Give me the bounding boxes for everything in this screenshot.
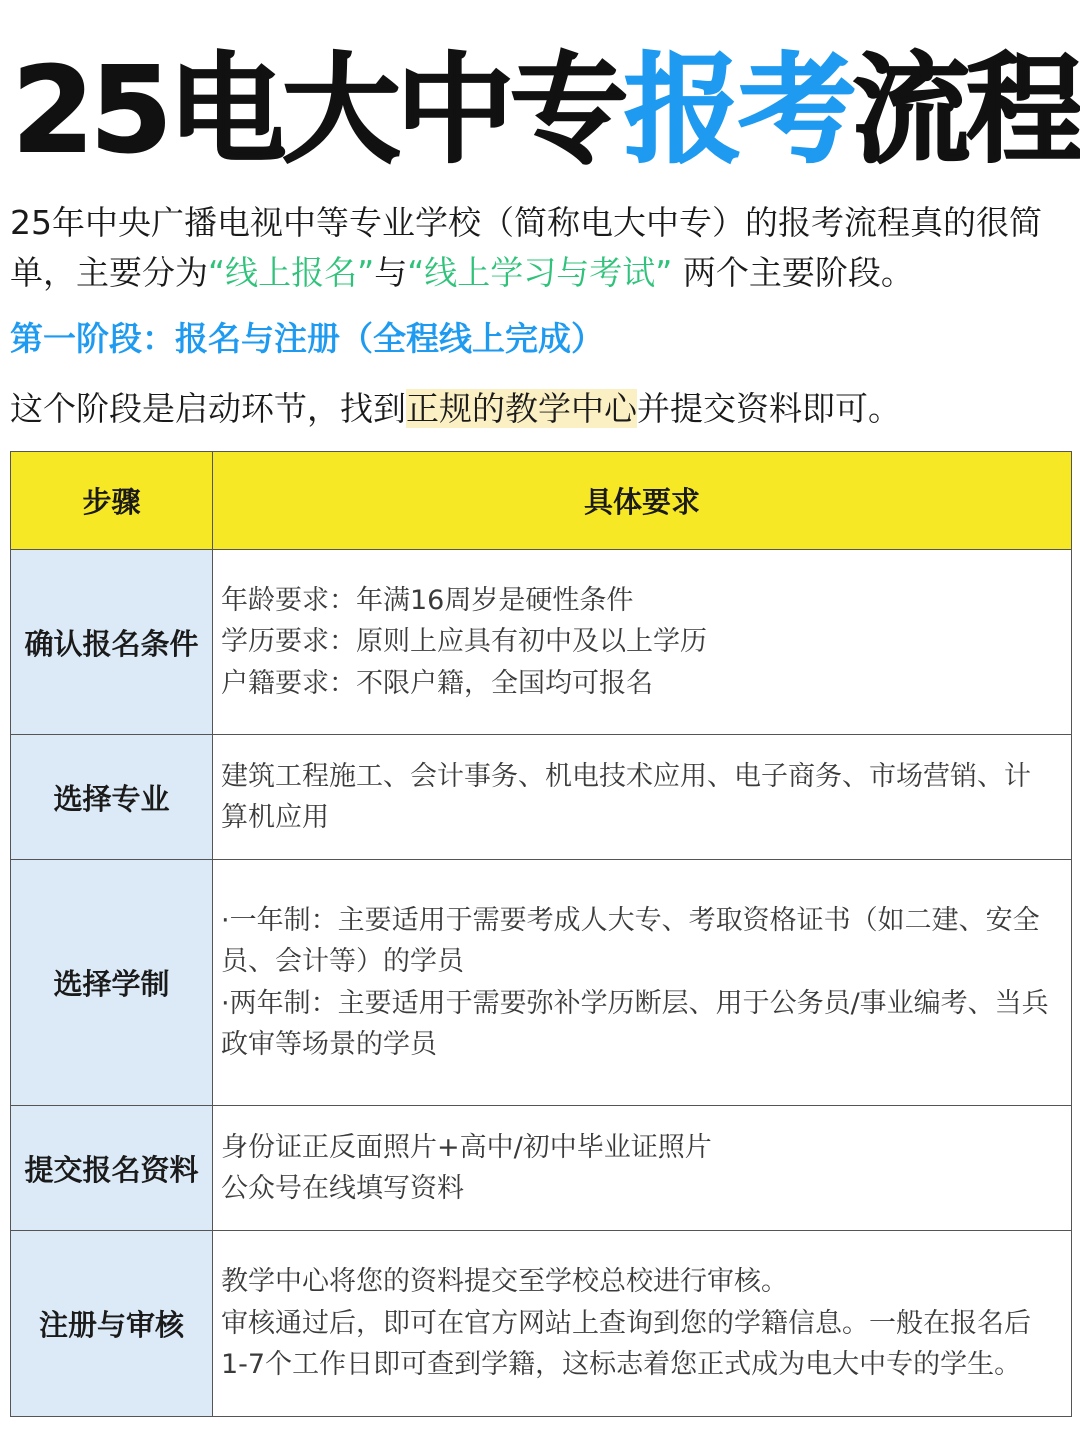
requirement-line: 身份证正反面照片+高中/初中毕业证照片	[221, 1131, 712, 1163]
stage-desc-highlight: 正规的教学中心	[406, 389, 637, 428]
requirements-table	[10, 451, 1072, 1417]
page-title	[12, 40, 1080, 180]
requirement-line: 审核通过后，即可在官方网站上查询到您的学籍信息。一般在报名后1-7个工作日即可查到学籍，这标志着您正式成为电大中专的学生。	[221, 1307, 1031, 1381]
title-accent: 报考	[624, 41, 853, 179]
intro-paragraph	[10, 198, 1070, 298]
requirement-cell	[213, 1231, 1072, 1417]
requirement-cell	[213, 1106, 1072, 1231]
requirement-cell	[213, 860, 1072, 1106]
requirement-line: ·两年制：主要适用于需要弥补学历断层、用于公务员/事业编考、当兵政审等场景的学员	[221, 987, 1049, 1060]
requirement-cell	[213, 735, 1072, 860]
title-part3: 流程	[852, 41, 1080, 179]
header-requirements: 具体要求	[213, 452, 1072, 550]
step-cell: 选择学制	[11, 860, 213, 1106]
stage-desc-after: 并提交资料即可。	[637, 389, 901, 428]
stage-desc-before: 这个阶段是启动环节，找到	[10, 389, 406, 428]
intro-highlight-online-study: “线上学习与考试”	[407, 253, 673, 292]
requirement-line: 户籍要求：不限户籍，全国均可报名	[221, 667, 653, 699]
title-part1: 25电大中专	[12, 41, 625, 179]
table-row	[11, 1231, 1072, 1417]
step-cell: 选择专业	[11, 735, 213, 860]
requirement-line: 建筑工程施工、会计事务、机电技术应用、电子商务、市场营销、计算机应用	[221, 760, 1031, 833]
requirement-line: 年龄要求：年满16周岁是硬性条件	[221, 584, 634, 616]
requirement-line: 学历要求：原则上应具有初中及以上学历	[221, 626, 707, 658]
requirement-line: 公众号在线填写资料	[221, 1173, 464, 1204]
requirement-cell	[213, 550, 1072, 735]
intro-text-1: 25年中央广播电视中等专业学校（简称电大中专）的报考流程真的很简单，主要分为	[10, 203, 1042, 292]
step-cell: 注册与审核	[11, 1231, 213, 1417]
requirement-line: 教学中心将您的资料提交至学校总校进行审核。	[221, 1266, 788, 1298]
table-row	[11, 550, 1072, 735]
intro-text-3: 两个主要阶段。	[672, 253, 914, 292]
table-row	[11, 1106, 1072, 1231]
stage-description	[10, 384, 1070, 434]
table-header-row	[11, 452, 1072, 550]
step-cell: 提交报名资料	[11, 1106, 213, 1231]
step-cell: 确认报名条件	[11, 550, 213, 735]
intro-highlight-online-signup: “线上报名”	[208, 253, 375, 292]
table-row	[11, 860, 1072, 1106]
requirement-line: ·一年制：主要适用于需要考成人大专、考取资格证书（如二建、安全员、会计等）的学员	[221, 904, 1040, 977]
intro-text-2: 与	[374, 253, 408, 292]
header-step: 步骤	[11, 452, 213, 550]
table-row	[11, 735, 1072, 860]
stage-title: 第一阶段：报名与注册（全程线上完成）	[10, 319, 604, 358]
